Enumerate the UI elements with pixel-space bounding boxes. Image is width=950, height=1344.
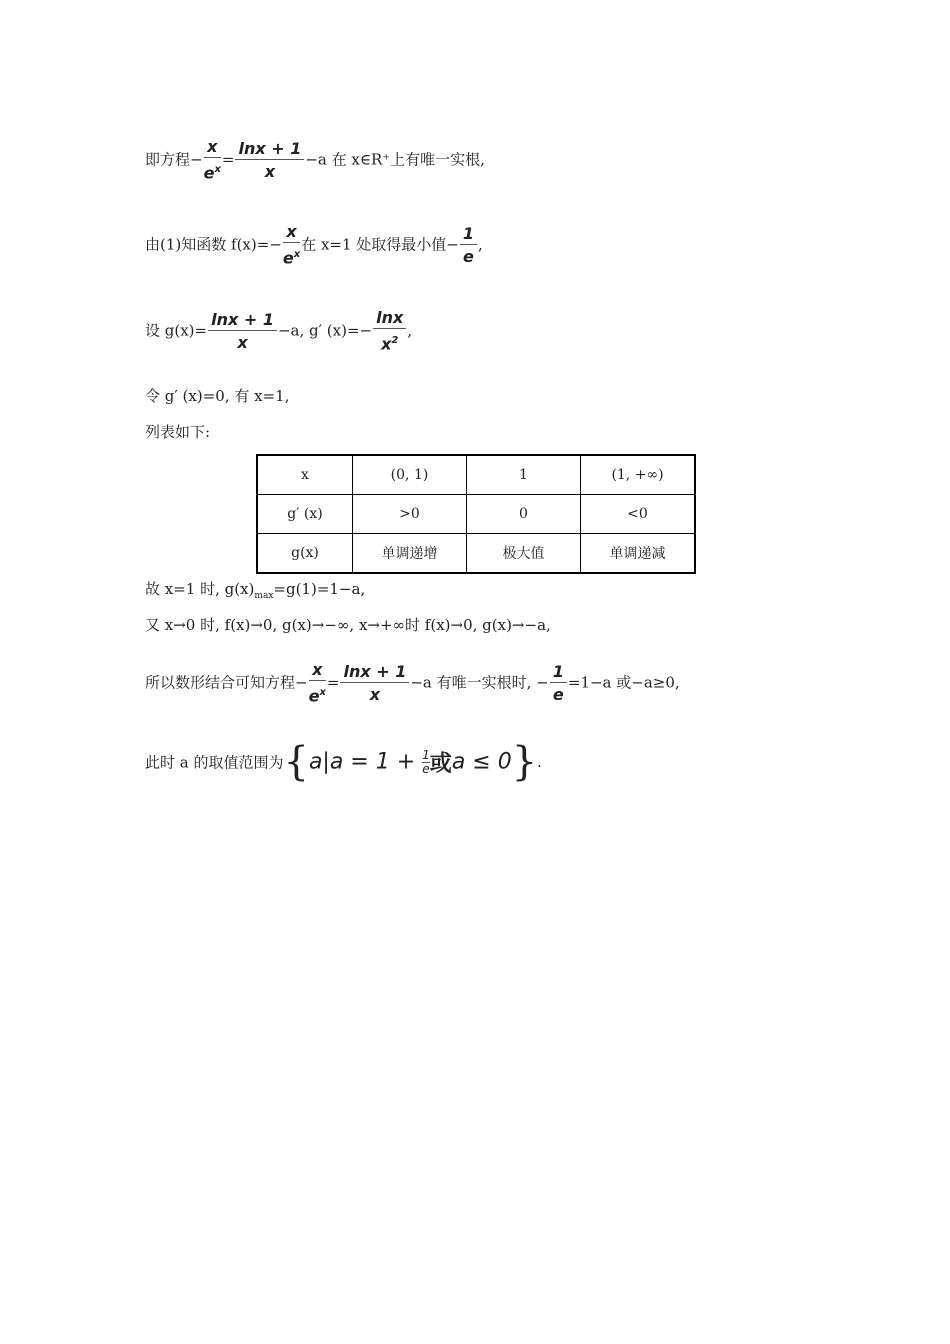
denominator: e bbox=[463, 246, 474, 266]
text: =1−a 或−a≥0, bbox=[567, 673, 680, 692]
table-cell: 单调递增 bbox=[353, 534, 467, 574]
denominator: x bbox=[264, 161, 276, 181]
text: −a, g′ (x)=− bbox=[277, 321, 373, 340]
text: , bbox=[478, 235, 483, 254]
table-cell: g(x) bbox=[257, 534, 353, 574]
fraction-one-over-e bbox=[550, 662, 567, 706]
numerator: lnx + 1 bbox=[235, 139, 304, 160]
equation-line-8 bbox=[145, 660, 680, 707]
set-expr-left: a|a = 1 + bbox=[308, 749, 423, 775]
numerator: 1 bbox=[422, 747, 430, 762]
left-brace: { bbox=[283, 739, 309, 785]
equation-line-2 bbox=[145, 222, 483, 269]
right-brace: } bbox=[511, 739, 538, 785]
den-sup: x bbox=[293, 249, 301, 260]
text: −a 有唯一实根时, − bbox=[410, 673, 549, 692]
set-line-9 bbox=[145, 739, 542, 785]
text: 此时 a 的取值范围为 bbox=[145, 753, 284, 772]
numerator: x bbox=[283, 222, 300, 243]
text-line-5: 列表如下: bbox=[145, 423, 211, 441]
denominator: e bbox=[422, 761, 430, 776]
den-sup: x bbox=[319, 687, 326, 698]
text: 所以数形结合可知方程− bbox=[145, 673, 308, 692]
fraction-x-over-ex bbox=[283, 222, 300, 269]
fraction-lnx1-over-x bbox=[235, 139, 304, 183]
table-row bbox=[257, 534, 695, 574]
text: =g(1)=1−a, bbox=[273, 580, 366, 598]
numerator: lnx + 1 bbox=[340, 662, 409, 683]
table-cell: 单调递减 bbox=[581, 534, 696, 574]
text: −a 在 x∈R⁺上有唯一实根, bbox=[305, 150, 485, 169]
denominator: e bbox=[552, 684, 564, 704]
fraction-x-over-ex bbox=[204, 137, 221, 184]
den-base: e bbox=[282, 248, 294, 268]
fraction-lnx-over-x2 bbox=[373, 308, 406, 355]
or-word: 或 bbox=[429, 751, 452, 777]
denominator bbox=[373, 329, 406, 355]
text: 在 x=1 处取得最小值− bbox=[301, 235, 459, 254]
text: 故 x=1 时, g(x) bbox=[145, 580, 255, 598]
table-cell: <0 bbox=[581, 495, 696, 534]
fraction-one-over-e-small bbox=[422, 749, 430, 776]
fraction-lnx1-over-x bbox=[208, 310, 277, 354]
numerator: lnx bbox=[373, 308, 406, 329]
text: = bbox=[221, 150, 235, 169]
table-cell: x bbox=[257, 455, 353, 495]
table-cell: 极大值 bbox=[467, 534, 581, 574]
table-row bbox=[257, 455, 695, 495]
equation-line-3 bbox=[145, 308, 412, 355]
text: , bbox=[407, 321, 413, 340]
table-cell: 0 bbox=[467, 495, 581, 534]
table-cell: (1, +∞) bbox=[581, 455, 696, 495]
text: 由(1)知函数 f(x)=− bbox=[145, 235, 282, 254]
text-line-7: 又 x→0 时, f(x)→0, g(x)→−∞, x→+∞时 f(x)→0, g(x)→−a, bbox=[145, 616, 551, 634]
table-cell: >0 bbox=[353, 495, 467, 534]
denominator: x bbox=[369, 684, 381, 704]
fraction-lnx1-over-x bbox=[340, 662, 409, 706]
text: 设 g(x)= bbox=[145, 321, 208, 340]
denominator bbox=[283, 243, 300, 269]
denominator bbox=[204, 158, 221, 184]
text: 即方程− bbox=[145, 150, 203, 169]
numerator: lnx + 1 bbox=[208, 310, 277, 331]
den-sup: x bbox=[214, 164, 221, 175]
numerator: 1 bbox=[460, 224, 477, 245]
set-expr-right: a ≤ 0 bbox=[451, 749, 512, 775]
table-cell: g′ (x) bbox=[257, 495, 353, 534]
den-sup: 2 bbox=[391, 335, 399, 346]
numerator: x bbox=[309, 660, 326, 681]
fraction-one-over-e bbox=[460, 224, 477, 268]
subscript: max bbox=[254, 591, 274, 601]
text-line-4: 令 g′ (x)=0, 有 x=1, bbox=[145, 387, 290, 405]
denominator bbox=[309, 681, 326, 707]
numerator: x bbox=[204, 137, 221, 158]
table-cell: (0, 1) bbox=[353, 455, 467, 495]
table-row bbox=[257, 495, 695, 534]
numerator: 1 bbox=[550, 662, 567, 683]
den-base: e bbox=[203, 163, 215, 183]
variation-table bbox=[256, 454, 696, 574]
equation-line-1 bbox=[145, 137, 485, 184]
den-base: x bbox=[381, 334, 392, 354]
text-line-6 bbox=[145, 578, 365, 601]
fraction-x-over-ex bbox=[309, 660, 326, 707]
den-base: e bbox=[308, 686, 320, 706]
text: . bbox=[537, 753, 542, 771]
text: = bbox=[326, 673, 340, 692]
denominator: x bbox=[237, 332, 248, 352]
table-cell: 1 bbox=[467, 455, 581, 495]
